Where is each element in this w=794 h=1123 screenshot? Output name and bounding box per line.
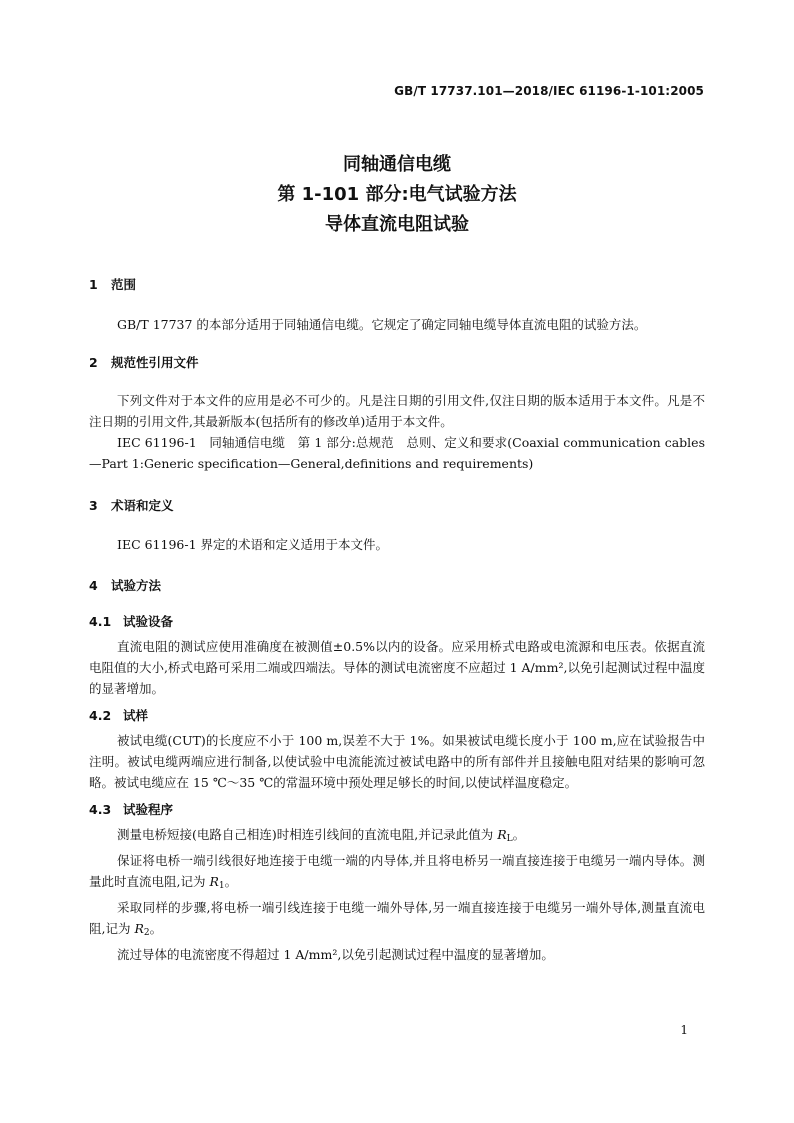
section-2-heading <box>89 354 705 372</box>
section-title: 术语和定义 <box>111 498 174 513</box>
paragraph-end: 。 <box>512 827 526 842</box>
title-line-3: 导体直流电阻试验 <box>325 214 469 235</box>
section-4-3-paragraph-3 <box>89 897 705 944</box>
section-2-reference: IEC 61196-1 同轴通信电缆 第 1 部分:总规范 总则、定义和要求(Coaxial communication cables—Part 1:Generic specification—General,definitions and requirements) <box>89 435 705 471</box>
resistance-subscript: L <box>506 834 513 844</box>
paragraph-text: 保证将电桥一端引线很好地连接于电缆一端的内导体,并且将电桥另一端直接连接于电缆另一端内导体。测量此时直流电阻,记为 <box>89 853 705 889</box>
resistance-symbol: R <box>497 827 507 842</box>
section-number: 3 <box>89 498 98 513</box>
paragraph-end: 。 <box>149 921 163 936</box>
paragraph-text: 测量电桥短接(电路自己相连)时相连引线间的直流电阻,并记录此值为 <box>117 827 498 842</box>
section-title: 范围 <box>111 277 137 292</box>
section-4-2-paragraph: 被试电缆(CUT)的长度应不小于 100 m,误差不大于 1%。如果被试电缆长度小于 100 m,应在试验报告中注明。被试电缆两端应进行制备,以使试验中电流能流过被试电路中的所有部件并且接触电阻对结果的影响可忽略。被试电缆应在 15 ℃～35 ℃的常温环境中预处理足够长的时间,以使试样温度稳定。 <box>89 733 705 790</box>
page-number: 1 <box>680 1023 688 1037</box>
section-number: 4 <box>89 578 98 593</box>
section-4-heading <box>89 577 705 595</box>
paragraph-text: 采取同样的步骤,将电桥一端引线连接于电缆一端外导体,另一端直接连接于电缆另一端外导体,测量直流电阻,记为 <box>89 900 705 936</box>
resistance-subscript: 2 <box>143 928 150 938</box>
section-number: 4.2 <box>89 708 112 723</box>
standard-code: GB/T 17737.101—2018/IEC 61196-1-101:2005 <box>394 84 704 98</box>
paragraph-end: 。 <box>224 874 238 889</box>
section-number: 1 <box>89 277 98 292</box>
resistance-subscript: 1 <box>218 881 225 891</box>
resistance-symbol: R <box>134 921 144 936</box>
section-number: 4.3 <box>89 802 112 817</box>
section-3-heading <box>89 497 705 515</box>
section-4-3-paragraph-2 <box>89 850 705 897</box>
section-4-3-paragraph-4: 流过导体的电流密度不得超过 1 A/mm²,以免引起测试过程中温度的显著增加。 <box>117 947 554 962</box>
section-title: 试验设备 <box>123 614 174 629</box>
section-4-1-heading <box>89 613 705 631</box>
section-1-heading <box>89 276 705 294</box>
section-4-1-paragraph: 直流电阻的测试应使用准确度在被测值±0.5%以内的设备。应采用桥式电路或电流源和电压表。依据直流电阻值的大小,桥式电路可采用二端或四端法。导体的测试电流密度不应超过 1 A/mm²,以免引起测试过程中温度的显著增加。 <box>89 639 705 696</box>
title-line-1: 同轴通信电缆 <box>343 154 451 175</box>
section-title: 试验方法 <box>111 578 162 593</box>
section-3-paragraph: IEC 61196-1 界定的术语和定义适用于本文件。 <box>117 537 389 552</box>
section-2-paragraph-1: 下列文件对于本文件的应用是必不可少的。凡是注日期的引用文件,仅注日期的版本适用于本文件。凡是不注日期的引用文件,其最新版本(包括所有的修改单)适用于本文件。 <box>89 393 705 429</box>
section-4-3-paragraph-1 <box>89 824 705 850</box>
section-title: 试验程序 <box>123 802 174 817</box>
section-4-2-heading <box>89 707 705 725</box>
title-line-2: 第 1-101 部分:电气试验方法 <box>277 184 517 205</box>
section-number: 2 <box>89 355 98 370</box>
document-body <box>89 276 705 965</box>
section-4-3-heading <box>89 801 705 819</box>
document-title <box>0 150 794 240</box>
section-1-paragraph: GB/T 17737 的本部分适用于同轴通信电缆。它规定了确定同轴电缆导体直流电阻的试验方法。 <box>117 317 647 332</box>
section-title: 试样 <box>123 708 149 723</box>
resistance-symbol: R <box>209 874 219 889</box>
section-number: 4.1 <box>89 614 112 629</box>
section-title: 规范性引用文件 <box>111 355 199 370</box>
